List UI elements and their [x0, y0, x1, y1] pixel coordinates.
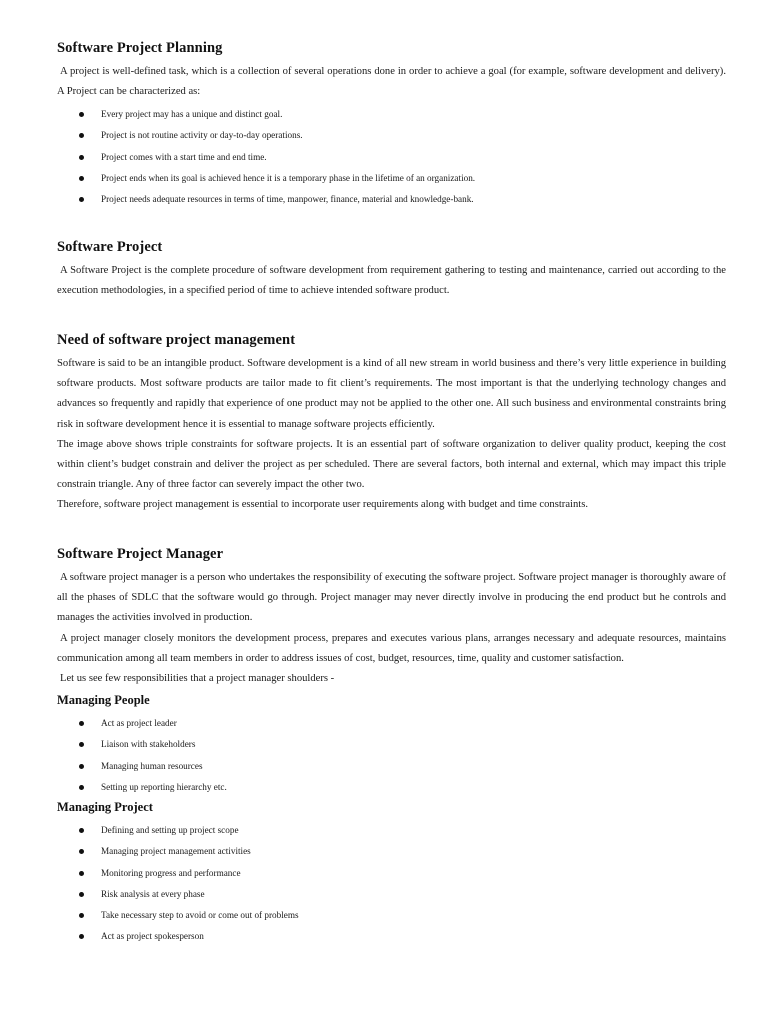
section-manager — [57, 546, 726, 563]
heading-managing-people: Managing People — [57, 693, 150, 707]
list-item: Project ends when its goal is achieved hence it is a temporary phase in the lifetime of an organization. — [57, 168, 726, 189]
list-item: Liaison with stakeholders — [57, 734, 726, 755]
managing-project-bullets-block — [57, 820, 726, 948]
planning-bullets — [57, 104, 726, 210]
section-planning — [57, 40, 726, 57]
heading-software-project: Software Project — [57, 239, 163, 255]
list-item: Project is not routine activity or day-to-day operations. — [57, 125, 726, 146]
section-managing-project — [57, 800, 726, 815]
list-item: Project needs adequate resources in terms of time, manpower, finance, material and knowledge-bank. — [57, 189, 726, 210]
list-item: Every project may has a unique and distinct goal. — [57, 104, 726, 125]
section-software-project — [57, 239, 726, 256]
need-para-2: The image above shows triple constraints for software projects. It is an essential part of software organization to deliver quality product, keeping the cost within client’s budget constrain and deliver the project as per scheduled. There are several factors, both internal and external, which may impact this triple constrain triangle. Any of three factor can severely impact the other two. — [57, 438, 726, 491]
need-para-1: Software is said to be an intangible product. Software development is a kind of all new stream in world business and there’s very little experience in building software products. Most software products are tailor made to fit client’s requirements. The most important is that the underlying technology changes and advances so frequently and rapidly that experience of one product may not be applied to the other one. All such business and environmental constraints bring risk in software development hence it is essential to manage software projects efficiently. — [57, 358, 726, 430]
list-item: Project comes with a start time and end time. — [57, 147, 726, 168]
planning-intro-block — [57, 62, 726, 102]
planning-bullets-block — [57, 104, 726, 210]
list-item: Managing project management activities — [57, 841, 726, 862]
manager-para-1: A software project manager is a person who undertakes the responsibility of executing the software project. Software project manager is thoroughly aware of all the phases of SDLC that the software would go through. Project manager may never directly involve in producing the end product but he controls and manages the activities involved in production. — [57, 572, 726, 624]
heading-managing-project: Managing Project — [57, 800, 153, 814]
section-managing-people — [57, 693, 726, 708]
list-item: Defining and setting up project scope — [57, 820, 726, 841]
manager-para-3: Let us see few responsibilities that a project manager shoulders - — [60, 673, 335, 685]
manager-text-block — [57, 568, 726, 689]
section-need — [57, 332, 726, 349]
planning-intro: A project is well-defined task, which is a collection of several operations done in order to achieve a goal (for example, software development and delivery). A Project can be characterized as: — [57, 66, 726, 98]
list-item: Managing human resources — [57, 756, 726, 777]
software-project-text-block — [57, 261, 726, 301]
list-item: Act as project leader — [57, 713, 726, 734]
list-item: Take necessary step to avoid or come out of problems — [57, 905, 726, 926]
managing-people-bullets — [57, 713, 726, 798]
list-item: Act as project spokesperson — [57, 926, 726, 947]
need-text-block — [57, 354, 726, 516]
list-item: Monitoring progress and performance — [57, 863, 726, 884]
managing-people-bullets-block — [57, 713, 726, 798]
manager-para-2: A project manager closely monitors the development process, prepares and executes various plans, arranges necessary and adequate resources, maintains communication among all team members in order to address issues of cost, budget, resources, time, quality and customer satisfaction. — [57, 632, 726, 664]
managing-project-bullets — [57, 820, 726, 948]
software-project-text: A Software Project is the complete procedure of software development from requirement gathering to testing and maintenance, carried out according to the execution methodologies, in a specified period of time to achieve intended software product. — [57, 265, 726, 297]
list-item: Risk analysis at every phase — [57, 884, 726, 905]
heading-planning: Software Project Planning — [57, 40, 223, 56]
heading-manager: Software Project Manager — [57, 546, 224, 562]
heading-need: Need of software project management — [57, 332, 296, 348]
need-para-3: Therefore, software project management is essential to incorporate user requirements along with budget and time constraints. — [57, 499, 588, 511]
list-item: Setting up reporting hierarchy etc. — [57, 777, 726, 798]
